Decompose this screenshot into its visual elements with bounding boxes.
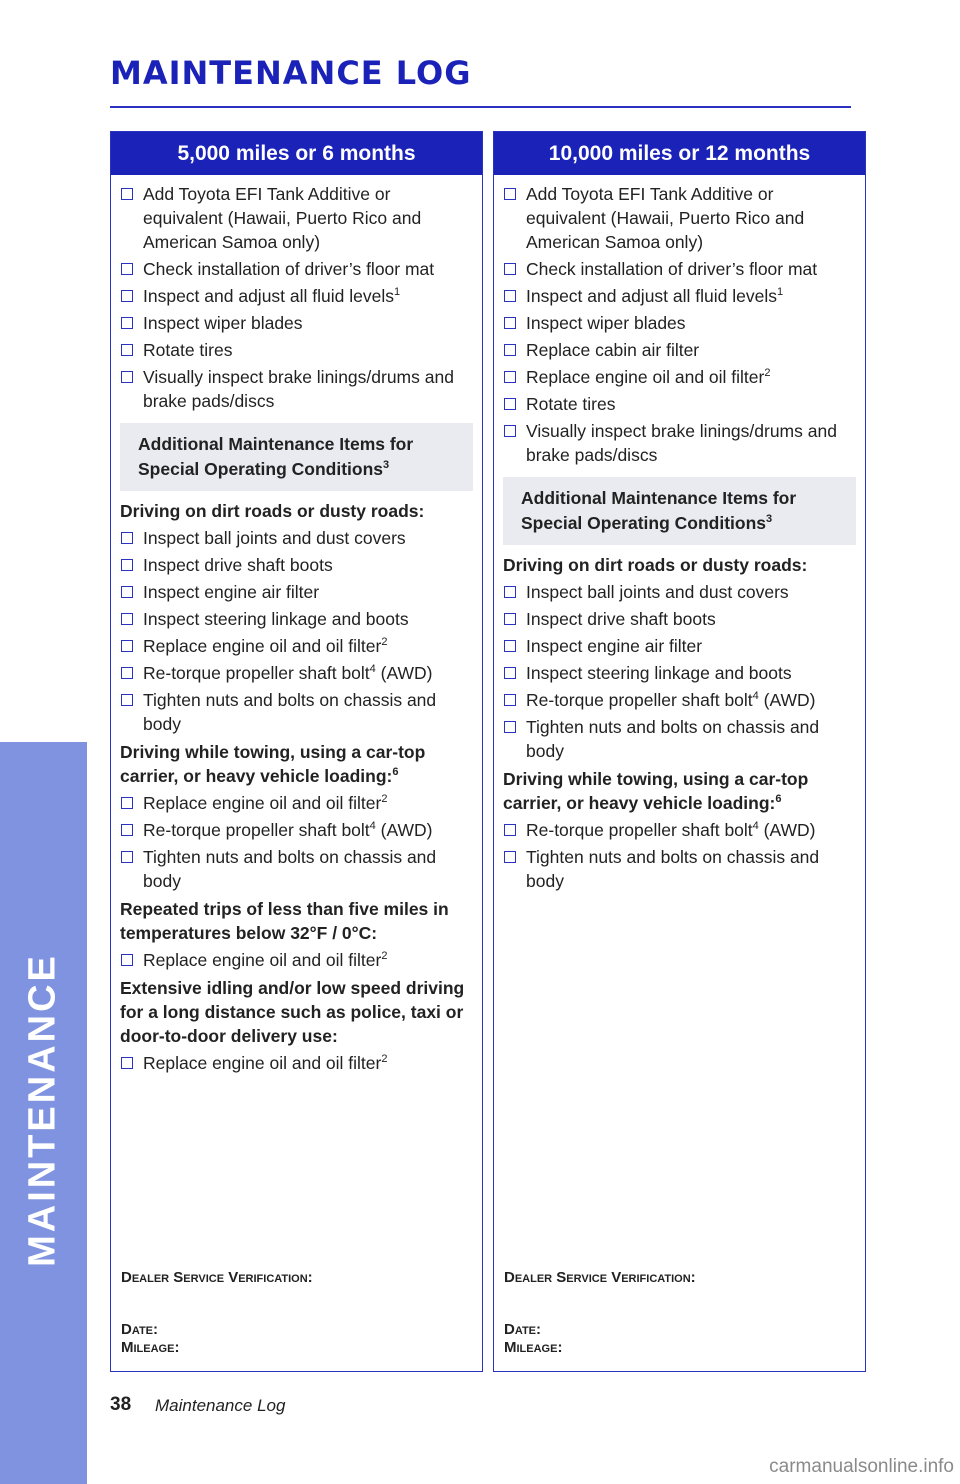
checklist-item xyxy=(120,688,473,736)
checkbox-square-icon[interactable] xyxy=(121,640,133,652)
mileage-label: Mileage: xyxy=(504,1339,563,1356)
checkbox-square-icon[interactable] xyxy=(121,188,133,200)
checkbox-square-icon[interactable] xyxy=(121,954,133,966)
checklist-item-text: Tighten nuts and bolts on chassis and body xyxy=(526,717,820,761)
checklist-item-text: Visually inspect brake linings/drums and brake pads/discs xyxy=(143,367,454,411)
checkbox-square-icon[interactable] xyxy=(504,425,516,437)
maintenance-card-5000 xyxy=(110,131,483,1372)
checkbox-square-icon[interactable] xyxy=(504,640,516,652)
date-label: Date: xyxy=(121,1321,159,1338)
title-divider xyxy=(110,106,851,108)
checklist-item xyxy=(120,284,473,308)
checkbox-square-icon[interactable] xyxy=(504,344,516,356)
checklist xyxy=(120,1051,473,1075)
checkbox-square-icon[interactable] xyxy=(504,371,516,383)
checkbox-square-icon[interactable] xyxy=(504,613,516,625)
checklist-item-text: Add Toyota EFI Tank Additive or equivalent (Hawaii, Puerto Rico and American Samoa only) xyxy=(526,184,805,252)
checklist-item-text: Add Toyota EFI Tank Additive or equivalent (Hawaii, Puerto Rico and American Samoa only) xyxy=(143,184,422,252)
checklist-item xyxy=(503,845,856,893)
verification-label: Dealer Service Verification: xyxy=(121,1269,313,1286)
checklist-item xyxy=(503,365,856,389)
checklist-item-text: Inspect and adjust all fluid levels$^1$ xyxy=(143,286,401,306)
checklist-item xyxy=(503,392,856,416)
checklist-item-text: Replace engine oil and oil filter$^2$ xyxy=(143,793,388,813)
checkbox-square-icon[interactable] xyxy=(504,667,516,679)
checkbox-square-icon[interactable] xyxy=(504,694,516,706)
checklist-item xyxy=(503,257,856,281)
special-conditions-heading: Additional Maintenance Items for Special Operating Conditions$^3$ xyxy=(120,423,473,491)
checklist-item xyxy=(120,257,473,281)
page-title: MAINTENANCE LOG xyxy=(110,54,472,92)
checkbox-square-icon[interactable] xyxy=(121,1057,133,1069)
checklist-item xyxy=(503,284,856,308)
mileage-label: Mileage: xyxy=(121,1339,180,1356)
checkbox-square-icon[interactable] xyxy=(121,667,133,679)
checkbox-square-icon[interactable] xyxy=(504,851,516,863)
footer-section-name: Maintenance Log xyxy=(155,1396,286,1415)
checklist-item-text: Re-torque propeller shaft bolt$^4$ (AWD) xyxy=(143,663,433,683)
checkbox-square-icon[interactable] xyxy=(121,694,133,706)
checklist xyxy=(120,948,473,972)
date-label: Date: xyxy=(504,1321,542,1338)
checklist-item-text: Rotate tires xyxy=(143,340,233,360)
dealer-verification xyxy=(121,1269,313,1357)
checklist-item xyxy=(503,634,856,658)
checklist-item-text: Inspect and adjust all fluid levels$^1$ xyxy=(526,286,784,306)
checklist-item-text: Rotate tires xyxy=(526,394,616,414)
checklist-item xyxy=(120,634,473,658)
checklist-item xyxy=(120,526,473,550)
checklist-item xyxy=(120,580,473,604)
checklist-item xyxy=(503,688,856,712)
checklist-item-text: Inspect wiper blades xyxy=(526,313,686,333)
special-conditions-heading: Additional Maintenance Items for Special Operating Conditions$^3$ xyxy=(503,477,856,545)
checklist-item-text: Tighten nuts and bolts on chassis and body xyxy=(143,847,437,891)
checklist-item-text: Inspect engine air filter xyxy=(526,636,703,656)
checkbox-square-icon[interactable] xyxy=(121,586,133,598)
card-header: 10,000 miles or 12 months xyxy=(494,132,865,175)
checklist-item xyxy=(120,607,473,631)
checklist-item xyxy=(120,338,473,362)
checkbox-square-icon[interactable] xyxy=(121,317,133,329)
checkbox-square-icon[interactable] xyxy=(121,532,133,544)
checklist-item-text: Re-torque propeller shaft bolt$^4$ (AWD) xyxy=(143,820,433,840)
checklist-item xyxy=(120,818,473,842)
checkbox-square-icon[interactable] xyxy=(504,721,516,733)
checklist-item-text: Replace engine oil and oil filter$^2$ xyxy=(143,636,388,656)
checkbox-square-icon[interactable] xyxy=(121,559,133,571)
condition-heading: Driving while towing, using a car-top carrier, or heavy vehicle loading:$^6$ xyxy=(503,769,809,813)
checkbox-square-icon[interactable] xyxy=(504,824,516,836)
checklist-item-text: Check installation of driver’s floor mat xyxy=(143,259,435,279)
condition-heading: Extensive idling and/or low speed driving for a long distance such as police, taxi or door-to-door delivery use: xyxy=(120,978,465,1046)
checkbox-square-icon[interactable] xyxy=(504,290,516,302)
checklist-item xyxy=(120,948,473,972)
checklist-item-text: Replace cabin air filter xyxy=(526,340,700,360)
checklist-item-text: Tighten nuts and bolts on chassis and body xyxy=(526,847,820,891)
checklist-item xyxy=(503,607,856,631)
checklist xyxy=(120,182,473,413)
checklist-item xyxy=(120,845,473,893)
checklist-item-text: Visually inspect brake linings/drums and brake pads/discs xyxy=(526,421,837,465)
condition-heading: Driving on dirt roads or dusty roads: xyxy=(120,501,425,521)
checkbox-square-icon[interactable] xyxy=(504,188,516,200)
checklist-item-text: Replace engine oil and oil filter$^2$ xyxy=(526,367,771,387)
condition-heading: Driving while towing, using a car-top carrier, or heavy vehicle loading:$^6$ xyxy=(120,742,426,786)
checkbox-square-icon[interactable] xyxy=(121,263,133,275)
checklist-item xyxy=(120,182,473,254)
checklist-item xyxy=(503,580,856,604)
checklist-item xyxy=(503,818,856,842)
checklist-item xyxy=(503,311,856,335)
checklist-item xyxy=(503,715,856,763)
watermark: carmanualsonline.info xyxy=(769,1456,954,1477)
checkbox-square-icon[interactable] xyxy=(504,586,516,598)
checklist-item-text: Inspect engine air filter xyxy=(143,582,320,602)
checklist-item xyxy=(120,1051,473,1075)
condition-heading: Repeated trips of less than five miles in temperatures below 32°F / 0°C: xyxy=(120,899,449,943)
checkbox-square-icon[interactable] xyxy=(121,797,133,809)
side-tab-label: MAINTENANCE xyxy=(21,953,64,1267)
checklist-item xyxy=(503,419,856,467)
checklist xyxy=(503,182,856,467)
checklist-item-text: Inspect ball joints and dust covers xyxy=(526,582,789,602)
checkbox-square-icon[interactable] xyxy=(121,371,133,383)
checklist-item-text: Inspect ball joints and dust covers xyxy=(143,528,406,548)
checkbox-square-icon[interactable] xyxy=(121,613,133,625)
checklist-item-text: Inspect drive shaft boots xyxy=(143,555,333,575)
checklist-item-text: Inspect wiper blades xyxy=(143,313,303,333)
checklist-item-text: Inspect steering linkage and boots xyxy=(143,609,409,629)
checkbox-square-icon[interactable] xyxy=(121,824,133,836)
checklist xyxy=(503,580,856,763)
checklist-item-text: Inspect drive shaft boots xyxy=(526,609,716,629)
checklist-item-text: Tighten nuts and bolts on chassis and body xyxy=(143,690,437,734)
dealer-verification xyxy=(504,1269,696,1357)
checkbox-square-icon[interactable] xyxy=(504,263,516,275)
checklist xyxy=(120,791,473,893)
checklist-item xyxy=(120,791,473,815)
checkbox-square-icon[interactable] xyxy=(121,344,133,356)
checklist-item xyxy=(503,182,856,254)
checkbox-square-icon[interactable] xyxy=(121,851,133,863)
maintenance-card-10000 xyxy=(493,131,866,1372)
checklist-item-text: Re-torque propeller shaft bolt$^4$ (AWD) xyxy=(526,820,816,840)
checklist-item-text: Re-torque propeller shaft bolt$^4$ (AWD) xyxy=(526,690,816,710)
verification-label: Dealer Service Verification: xyxy=(504,1269,696,1286)
checkbox-square-icon[interactable] xyxy=(504,317,516,329)
condition-heading: Driving on dirt roads or dusty roads: xyxy=(503,555,808,575)
checklist-item xyxy=(120,553,473,577)
checklist-item-text: Replace engine oil and oil filter$^2$ xyxy=(143,1053,388,1073)
checklist-item-text: Inspect steering linkage and boots xyxy=(526,663,792,683)
checklist xyxy=(503,818,856,893)
card-header: 5,000 miles or 6 months xyxy=(111,132,482,175)
checklist-item xyxy=(120,311,473,335)
checklist-item xyxy=(120,365,473,413)
checklist-item xyxy=(120,661,473,685)
checklist-item xyxy=(503,338,856,362)
checklist-item xyxy=(503,661,856,685)
checklist xyxy=(120,526,473,736)
page-number: 38 xyxy=(110,1394,132,1415)
checklist-item-text: Check installation of driver’s floor mat xyxy=(526,259,818,279)
checklist-item-text: Replace engine oil and oil filter$^2$ xyxy=(143,950,388,970)
checkbox-square-icon[interactable] xyxy=(504,398,516,410)
checkbox-square-icon[interactable] xyxy=(121,290,133,302)
